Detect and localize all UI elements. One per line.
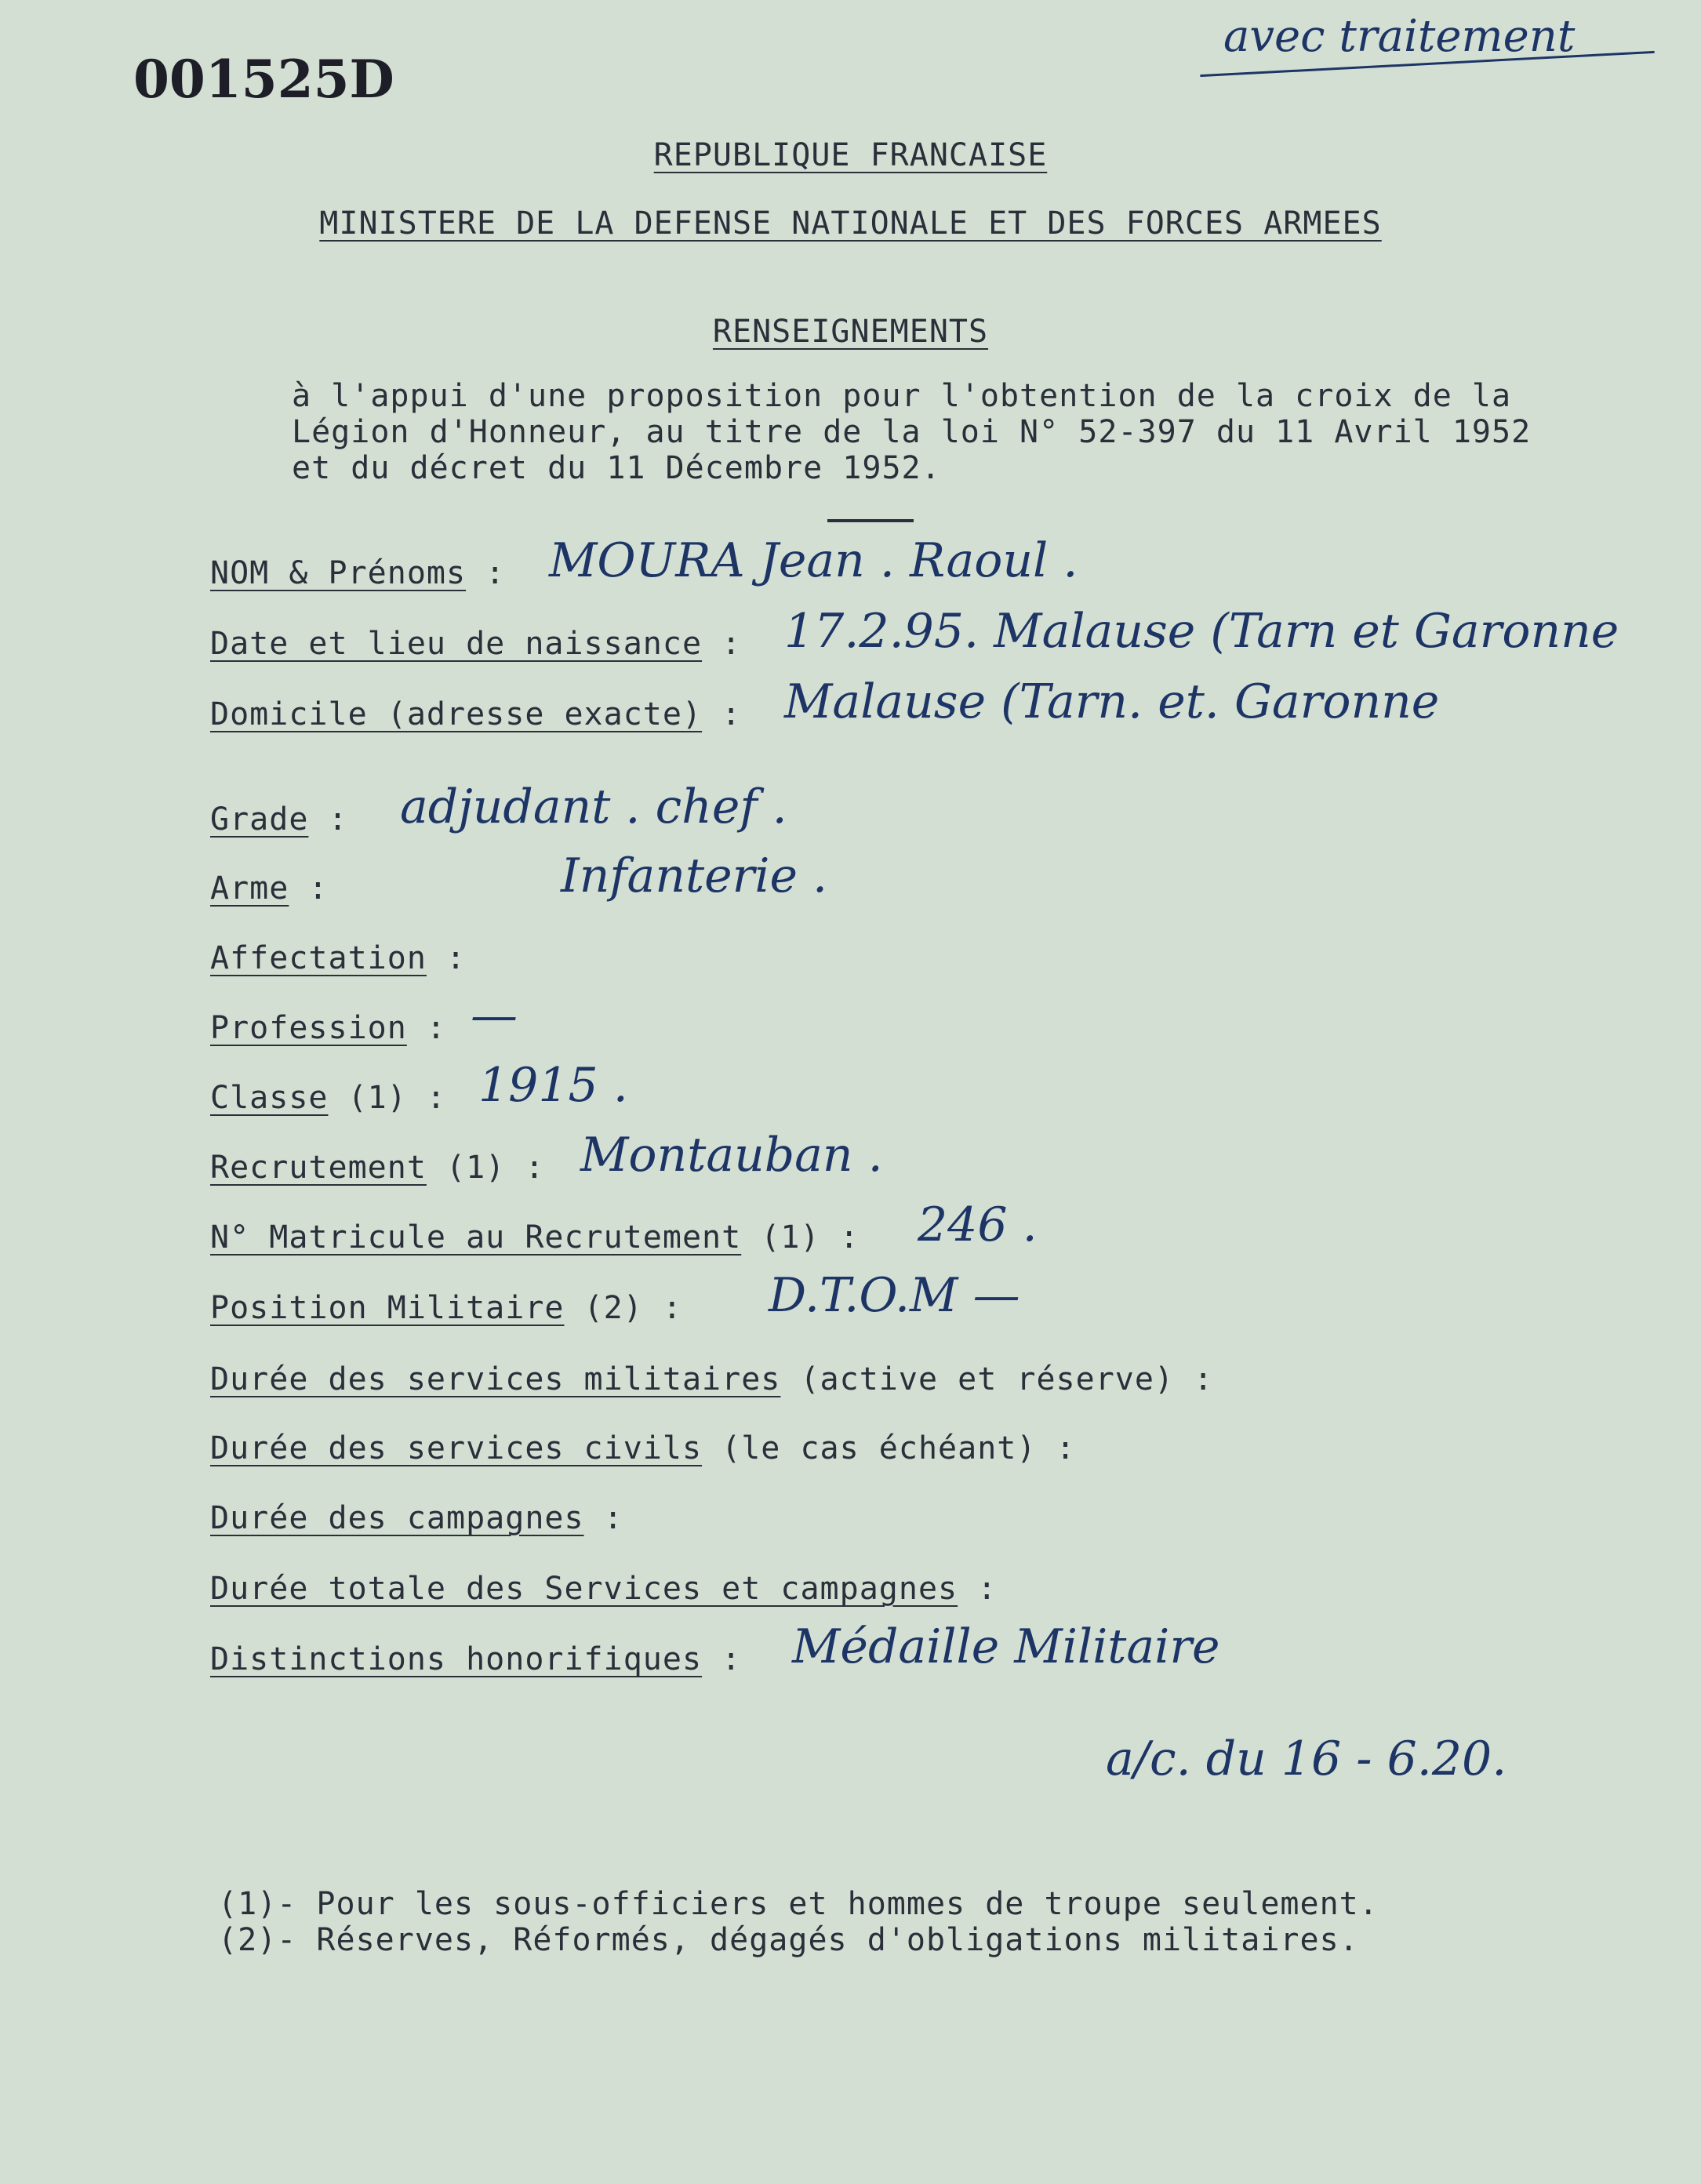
header-ministry: MINISTERE DE LA DEFENSE NATIONALE ET DES FORCES ARMEES [319,205,1382,242]
form-field-row [210,1361,1213,1416]
field-suffix: : [702,696,742,732]
separator-rule [827,519,914,522]
form-field-row [210,1430,1076,1485]
field-label: Durée des campagnes [210,1500,584,1536]
handwritten-annotation: avec traitement [1223,11,1576,62]
form-field-row [210,1150,544,1205]
handwritten-value: Médaille Militaire [792,1619,1220,1674]
handwritten-value: Montauban . [580,1128,883,1183]
field-suffix: (1) : [328,1080,446,1116]
field-suffix: (2) : [564,1290,682,1326]
field-suffix: : [958,1571,998,1607]
field-suffix: (1) : [426,1150,545,1186]
form-field-row [210,555,505,610]
field-suffix: : [702,1641,742,1677]
form-field-row [210,801,348,856]
field-suffix: : [583,1500,623,1536]
distinction-date: a/c. du 16 - 6.20. [1106,1732,1507,1786]
footnote: (2)- Réserves, Réformés, dégagés d'obligations militaires. [218,1922,1359,1958]
field-label: Date et lieu de naissance [210,626,703,662]
form-field-row [210,1290,682,1345]
form-field-row [210,870,329,925]
handwritten-value: MOURA Jean . Raoul . [549,533,1078,588]
field-suffix: : [406,1010,446,1046]
document-number-stamp: 001525D [133,49,394,110]
form-field-row [210,940,466,995]
field-label: Affectation [210,940,427,976]
handwritten-value: 17.2.95. Malause (Tarn et Garonne [784,604,1619,659]
field-suffix: (1) : [741,1219,860,1256]
intro-paragraph: à l'appui d'une proposition pour l'obtention de la croix de la Légion d'Honneur, au titre de la loi N° 52-397 du 11 Avril 1952 et du décret du 11 Décembre 1952. [292,378,1532,486]
field-label: Profession [210,1010,407,1046]
field-suffix: (active et réserve) : [780,1361,1214,1397]
form-field-row [210,1219,860,1274]
handwritten-value: D.T.O.M — [769,1268,1020,1323]
handwritten-value: 246 . [918,1197,1038,1252]
field-label: Recrutement [210,1150,427,1186]
field-label: Position Militaire [210,1290,565,1326]
field-label: Domicile (adresse exacte) [210,696,703,732]
handwritten-value: adjudant . chef . [400,779,787,834]
document-title: RENSEIGNEMENTS [712,314,989,350]
field-suffix: : [289,870,329,907]
field-suffix: (le cas échéant) : [702,1430,1076,1466]
form-field-row [210,1571,997,1626]
field-label: Grade [210,801,309,838]
field-label: Durée des services militaires [210,1361,781,1397]
field-label: Arme [210,870,289,907]
field-label: Distinctions honorifiques [210,1641,703,1677]
field-suffix: : [426,940,467,976]
field-label: N° Matricule au Recrutement [210,1219,742,1256]
field-suffix: : [308,801,348,838]
field-suffix: : [702,626,742,662]
handwritten-value: Infanterie . [561,849,828,903]
form-field-row [210,1500,623,1555]
form-field-row [210,626,741,681]
header-republic: REPUBLIQUE FRANCAISE [653,137,1048,173]
handwritten-value: 1915 . [478,1058,628,1113]
field-label: Classe [210,1080,329,1116]
field-suffix: : [466,555,506,591]
handwritten-value: — [471,988,518,1043]
handwritten-value: Malause (Tarn. et. Garonne [784,674,1440,729]
field-label: NOM & Prénoms [210,555,467,591]
form-field-row [210,1641,741,1696]
footnote: (1)- Pour les sous-officiers et hommes de troupe seulement. [218,1886,1379,1922]
form-field-row [210,696,741,751]
form-field-row [210,1010,446,1065]
field-label: Durée des services civils [210,1430,703,1466]
field-label: Durée totale des Services et campagnes [210,1571,958,1607]
form-field-row [210,1080,446,1135]
